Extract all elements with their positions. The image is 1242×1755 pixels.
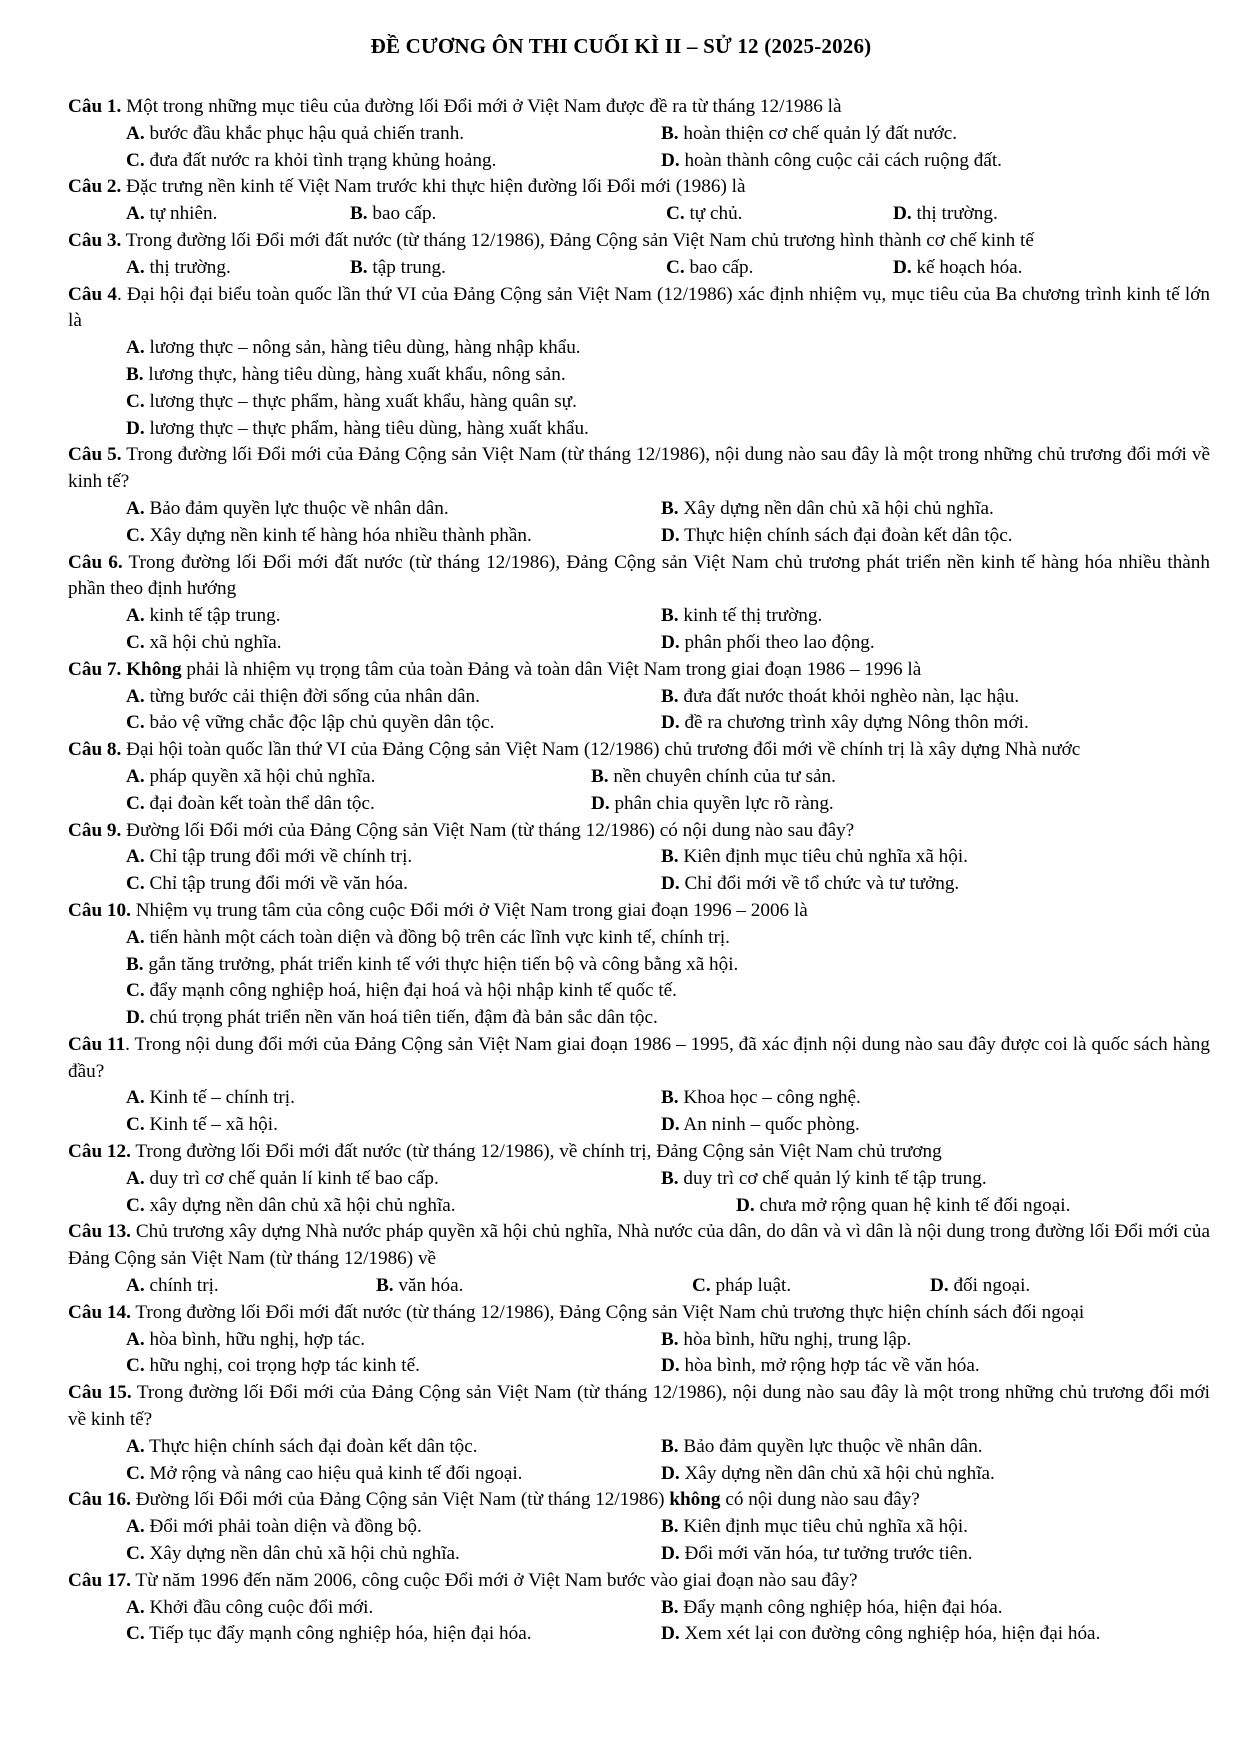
option-letter: C. — [126, 631, 145, 653]
option-d[interactable] — [591, 791, 1210, 818]
question-text: Trong đường lối Đổi mới của Đảng Cộng sản Việt Nam (từ tháng 12/1986), nội dung nào sau đây là một trong những chủ trương đổi mới về kinh tế? — [68, 1382, 1210, 1431]
option-c[interactable] — [126, 1541, 661, 1568]
option-c[interactable] — [126, 791, 591, 818]
option-text: Xem xét lại con đường công nghiệp hóa, hiện đại hóa. — [684, 1623, 1101, 1645]
options — [68, 603, 1210, 657]
option-letter: A. — [126, 203, 145, 225]
options — [68, 121, 1210, 175]
option-d[interactable] — [661, 1541, 1210, 1568]
question-number: Câu 3. — [68, 229, 122, 251]
option-d[interactable] — [893, 255, 1210, 282]
option-letter: A. — [126, 1516, 145, 1538]
question-number: Câu 10. — [68, 899, 131, 921]
option-c[interactable] — [126, 1112, 661, 1139]
option-letter: A. — [126, 337, 145, 359]
question-stem — [68, 550, 1210, 604]
question-number: Câu 5. — [68, 444, 122, 466]
option-letter: C. — [126, 1355, 145, 1377]
option-letter: A. — [126, 765, 145, 787]
option-b[interactable] — [376, 1273, 692, 1300]
question-number: Câu 17. — [68, 1569, 131, 1591]
question-text: Trong đường lối Đổi mới của Đảng Cộng sản Việt Nam (từ tháng 12/1986), nội dung nào sau đây là một trong những chủ trương đổi mới về kinh tế? — [68, 444, 1210, 493]
option-text: Xây dựng nền dân chủ xã hội chủ nghĩa. — [683, 497, 994, 519]
option-text: pháp quyền xã hội chủ nghĩa. — [149, 765, 376, 787]
option-c[interactable] — [126, 978, 1210, 1005]
question-number: Câu 14. — [68, 1301, 131, 1323]
option-text: xã hội chủ nghĩa. — [149, 631, 282, 653]
option-text: đối ngoại. — [953, 1275, 1031, 1297]
options — [68, 1514, 1210, 1568]
option-d[interactable] — [661, 1193, 1210, 1220]
option-letter: A. — [126, 1328, 145, 1350]
option-text: Kiên định mục tiêu chủ nghĩa xã hội. — [683, 1516, 968, 1538]
option-d[interactable] — [930, 1273, 1210, 1300]
option-letter: B. — [661, 605, 679, 627]
option-a[interactable] — [126, 764, 591, 791]
option-text: hòa bình, mở rộng hợp tác về văn hóa. — [684, 1355, 980, 1377]
option-text: hòa bình, hữu nghị, hợp tác. — [149, 1328, 366, 1350]
option-b[interactable] — [661, 684, 1210, 711]
option-letter: D. — [661, 1462, 680, 1484]
option-text: duy trì cơ chế quản lí kinh tế bao cấp. — [149, 1167, 439, 1189]
option-text: thị trường. — [916, 203, 998, 225]
option-b[interactable] — [661, 1434, 1210, 1461]
question-text: Trong đường lối Đổi mới đất nước (từ tháng 12/1986), về chính trị, Đảng Cộng sản Việt Nam chủ trương — [135, 1141, 942, 1163]
question-text: . Đại hội đại biểu toàn quốc lần thứ VI của Đảng Cộng sản Việt Nam (12/1986) xác định nhiệm vụ, mục tiêu của Ba chương trình kinh tế lớn là — [68, 283, 1210, 332]
question-text: Chủ trương xây dựng Nhà nước pháp quyền xã hội chủ nghĩa, Nhà nước của dân, do dân và vì dân là nội dung trong đường lối Đổi mới của Đảng Cộng sản Việt Nam (từ tháng 12/1986) về — [68, 1221, 1210, 1270]
option-text: hoàn thiện cơ chế quản lý đất nước. — [683, 122, 958, 144]
option-letter: C. — [126, 1543, 145, 1565]
option-b[interactable] — [350, 201, 666, 228]
option-letter: A. — [126, 122, 145, 144]
option-d[interactable] — [126, 1005, 1210, 1032]
option-a[interactable] — [126, 1514, 661, 1541]
question-number: Câu 9. — [68, 819, 122, 841]
option-a[interactable] — [126, 335, 1210, 362]
option-text: Đẩy mạnh công nghiệp hóa, hiện đại hóa. — [683, 1596, 1003, 1618]
question-number: Câu 16. — [68, 1489, 131, 1511]
option-letter: A. — [126, 926, 145, 948]
question-7 — [68, 657, 1210, 737]
option-text: đại đoàn kết toàn thể dân tộc. — [149, 792, 375, 814]
option-letter: D. — [930, 1275, 949, 1297]
option-a[interactable] — [126, 1434, 661, 1461]
question-3 — [68, 228, 1210, 282]
option-text: Xây dựng nền dân chủ xã hội chủ nghĩa. — [684, 1462, 995, 1484]
question-stem — [68, 94, 1210, 121]
option-b[interactable] — [126, 952, 1210, 979]
option-letter: A. — [126, 256, 145, 278]
option-text: đưa đất nước ra khỏi tình trạng khủng hoảng. — [149, 149, 497, 171]
option-letter: D. — [661, 712, 680, 734]
option-letter: B. — [376, 1275, 394, 1297]
option-text: Chỉ tập trung đổi mới về văn hóa. — [149, 873, 408, 895]
option-text: tập trung. — [372, 256, 446, 278]
question-stem — [68, 174, 1210, 201]
option-text: văn hóa. — [398, 1275, 464, 1297]
option-c[interactable] — [126, 710, 661, 737]
option-letter: C. — [126, 390, 145, 412]
question-stem — [68, 1380, 1210, 1434]
option-letter: C. — [666, 256, 685, 278]
question-14 — [68, 1300, 1210, 1380]
option-b[interactable] — [661, 844, 1210, 871]
option-c[interactable] — [126, 389, 1210, 416]
option-text: Tiếp tục đẩy mạnh công nghiệp hóa, hiện đại hóa. — [149, 1623, 532, 1645]
option-letter: A. — [126, 1275, 145, 1297]
option-letter: C. — [126, 792, 145, 814]
option-text: tự nhiên. — [149, 203, 218, 225]
option-d[interactable] — [661, 871, 1210, 898]
option-letter: A. — [126, 1596, 145, 1618]
question-stem — [68, 1219, 1210, 1273]
option-letter: A. — [126, 685, 145, 707]
options — [68, 496, 1210, 550]
question-number: Câu 13. — [68, 1221, 131, 1243]
option-letter: B. — [350, 203, 368, 225]
option-c[interactable] — [126, 1461, 661, 1488]
option-text: pháp luật. — [715, 1275, 792, 1297]
question-list — [68, 94, 1210, 1648]
option-letter: B. — [661, 1087, 679, 1109]
option-b[interactable] — [350, 255, 666, 282]
options — [68, 1273, 1210, 1300]
option-letter: B. — [661, 1596, 679, 1618]
question-number: Câu 7. — [68, 658, 122, 680]
option-letter: D. — [661, 631, 680, 653]
option-letter: B. — [661, 1167, 679, 1189]
question-number: Câu 12. — [68, 1141, 131, 1163]
option-a[interactable] — [126, 255, 350, 282]
option-c[interactable] — [692, 1273, 930, 1300]
option-letter: D. — [661, 149, 680, 171]
option-b[interactable] — [661, 1327, 1210, 1354]
option-letter: B. — [661, 1435, 679, 1457]
option-letter: C. — [666, 203, 685, 225]
option-c[interactable] — [666, 255, 893, 282]
option-letter: D. — [661, 1543, 680, 1565]
question-stem — [68, 228, 1210, 255]
option-text: bao cấp. — [372, 203, 437, 225]
option-c[interactable] — [666, 201, 893, 228]
question-emphasis: Không — [126, 658, 182, 680]
option-a[interactable] — [126, 201, 350, 228]
question-6 — [68, 550, 1210, 657]
option-letter: B. — [661, 846, 679, 868]
option-letter: B. — [661, 497, 679, 519]
question-emphasis: không — [669, 1489, 721, 1511]
option-d[interactable] — [893, 201, 1210, 228]
option-text: chưa mở rộng quan hệ kinh tế đối ngoại. — [759, 1194, 1071, 1216]
option-text: Mở rộng và nâng cao hiệu quả kinh tế đối ngoại. — [149, 1462, 523, 1484]
question-stem — [68, 442, 1210, 496]
question-stem — [68, 282, 1210, 336]
question-12 — [68, 1139, 1210, 1219]
options — [68, 1434, 1210, 1488]
option-letter: C. — [126, 524, 145, 546]
question-number: Câu 2. — [68, 176, 122, 198]
question-text: . Trong nội dung đổi mới của Đảng Cộng sản Việt Nam giai đoạn 1986 – 1995, đã xác định nội dung nào sau đây được coi là quốc sách hàng đầu? — [68, 1033, 1210, 1082]
option-d[interactable] — [661, 523, 1210, 550]
option-c[interactable] — [126, 1353, 661, 1380]
question-1 — [68, 94, 1210, 174]
question-number: Câu 1. — [68, 96, 122, 117]
options — [68, 1595, 1210, 1649]
question-stem — [68, 898, 1210, 925]
option-letter: D. — [591, 792, 610, 814]
option-a[interactable] — [126, 844, 661, 871]
option-text: An ninh – quốc phòng. — [683, 1114, 860, 1136]
option-text: Xây dựng nền dân chủ xã hội chủ nghĩa. — [149, 1543, 460, 1565]
option-text: Kiên định mục tiêu chủ nghĩa xã hội. — [683, 846, 968, 868]
option-d[interactable] — [126, 416, 1210, 443]
options — [68, 201, 1210, 228]
option-a[interactable] — [126, 1327, 661, 1354]
question-16 — [68, 1487, 1210, 1567]
question-13 — [68, 1219, 1210, 1299]
option-text: nền chuyên chính của tư sản. — [613, 765, 836, 787]
option-text: Khởi đầu công cuộc đổi mới. — [149, 1596, 374, 1618]
option-letter: D. — [126, 417, 145, 439]
question-stem — [68, 1568, 1210, 1595]
option-b[interactable] — [591, 764, 1210, 791]
question-text: Đại hội toàn quốc lần thứ VI của Đảng Cộng sản Việt Nam (12/1986) chủ trương đổi mới về chính trị là xây dựng Nhà nước — [126, 739, 1081, 761]
option-letter: D. — [126, 1007, 145, 1029]
option-letter: D. — [661, 873, 680, 895]
question-text: Đặc trưng nền kinh tế Việt Nam trước khi thực hiện đường lối Đổi mới (1986) là — [126, 176, 746, 198]
question-text: Đường lối Đổi mới của Đảng Cộng sản Việt Nam (từ tháng 12/1986) có nội dung nào sau đây? — [126, 819, 855, 841]
option-text: Đổi mới phải toàn diện và đồng bộ. — [149, 1516, 422, 1538]
question-9 — [68, 818, 1210, 898]
option-d[interactable] — [661, 630, 1210, 657]
option-text: lương thực – thực phẩm, hàng tiêu dùng, hàng xuất khẩu. — [149, 417, 589, 439]
option-letter: C. — [126, 980, 145, 1002]
option-text: lương thực – thực phẩm, hàng xuất khẩu, hàng quân sự. — [149, 390, 577, 412]
option-letter: C. — [126, 149, 145, 171]
option-text: đẩy mạnh công nghiệp hoá, hiện đại hoá và hội nhập kinh tế quốc tế. — [149, 980, 677, 1002]
option-b[interactable] — [126, 362, 1210, 389]
option-text: Thực hiện chính sách đại đoàn kết dân tộc. — [684, 524, 1013, 546]
question-number: Câu 11 — [68, 1033, 126, 1055]
option-text: Khoa học – công nghệ. — [683, 1087, 861, 1109]
option-b[interactable] — [661, 1514, 1210, 1541]
option-a[interactable] — [126, 496, 661, 523]
options — [68, 335, 1210, 442]
option-text: Bảo đảm quyền lực thuộc về nhân dân. — [149, 497, 449, 519]
question-text: Trong đường lối Đổi mới đất nước (từ tháng 12/1986), Đảng Cộng sản Việt Nam chủ trương phát triển nền kinh tế hàng hóa nhiều thành phần theo định hướng — [68, 551, 1210, 600]
option-text: lương thực – nông sản, hàng tiêu dùng, hàng nhập khẩu. — [149, 337, 581, 359]
option-letter: A. — [126, 846, 145, 868]
question-8 — [68, 737, 1210, 817]
question-text: Đường lối Đổi mới của Đảng Cộng sản Việt Nam (từ tháng 12/1986) — [135, 1489, 665, 1511]
option-b[interactable] — [661, 121, 1210, 148]
page-title: ĐỀ CƯƠNG ÔN THI CUỐI KÌ II – SỬ 12 (2025-2026) — [370, 34, 872, 58]
option-c[interactable] — [126, 871, 661, 898]
option-a[interactable] — [126, 1273, 376, 1300]
option-text: kinh tế tập trung. — [149, 605, 281, 627]
option-letter: C. — [126, 1623, 145, 1645]
option-text: hoàn thành công cuộc cải cách ruộng đất. — [684, 149, 1002, 171]
option-text: thị trường. — [149, 256, 231, 278]
option-text: duy trì cơ chế quản lý kinh tế tập trung. — [683, 1167, 987, 1189]
option-a[interactable] — [126, 603, 661, 630]
option-b[interactable] — [661, 496, 1210, 523]
options — [68, 684, 1210, 738]
option-b[interactable] — [661, 1085, 1210, 1112]
option-d[interactable] — [661, 1621, 1210, 1648]
option-letter: D. — [661, 1623, 680, 1645]
option-c[interactable] — [126, 523, 661, 550]
options — [68, 1085, 1210, 1139]
option-letter: C. — [126, 712, 145, 734]
question-text-after: có nội dung nào sau đây? — [725, 1489, 920, 1511]
question-number: Câu 15. — [68, 1382, 132, 1404]
options — [68, 1166, 1210, 1220]
options — [68, 844, 1210, 898]
option-text: Chỉ tập trung đổi mới về chính trị. — [149, 846, 413, 868]
question-11 — [68, 1032, 1210, 1139]
option-a[interactable] — [126, 1166, 661, 1193]
option-letter: A. — [126, 1435, 145, 1457]
option-letter: A. — [126, 497, 145, 519]
options — [68, 925, 1210, 1032]
question-text: Trong đường lối Đổi mới đất nước (từ tháng 12/1986), Đảng Cộng sản Việt Nam chủ trương thực hiện chính sách đối ngoại — [135, 1301, 1085, 1323]
option-a[interactable] — [126, 121, 661, 148]
option-text: bao cấp. — [689, 256, 754, 278]
option-letter: B. — [126, 953, 144, 975]
option-text: Đổi mới văn hóa, tư tưởng trước tiên. — [684, 1543, 973, 1565]
option-d[interactable] — [661, 1353, 1210, 1380]
question-2 — [68, 174, 1210, 228]
question-number: Câu 6. — [68, 551, 123, 573]
option-letter: D. — [661, 524, 680, 546]
question-number: Câu 8. — [68, 739, 122, 761]
option-letter: D. — [661, 1355, 680, 1377]
question-number: Câu 4 — [68, 283, 117, 305]
option-c[interactable] — [126, 1193, 661, 1220]
option-letter: C. — [126, 1462, 145, 1484]
option-text: Xây dựng nền kinh tế hàng hóa nhiều thành phần. — [149, 524, 532, 546]
option-b[interactable] — [661, 1166, 1210, 1193]
option-letter: B. — [661, 685, 679, 707]
option-text: kinh tế thị trường. — [683, 605, 823, 627]
option-b[interactable] — [661, 1595, 1210, 1622]
option-letter: A. — [126, 1087, 145, 1109]
option-text: Bảo đảm quyền lực thuộc về nhân dân. — [683, 1435, 983, 1457]
option-text: Chỉ đổi mới về tổ chức và tư tưởng. — [684, 873, 960, 895]
option-text: từng bước cải thiện đời sống của nhân dân. — [149, 685, 480, 707]
option-letter: C. — [126, 873, 145, 895]
question-text: Một trong những mục tiêu của đường lối Đổi mới ở Việt Nam được đề ra từ tháng 12/1986 là — [126, 96, 842, 117]
option-letter: D. — [893, 203, 912, 225]
question-stem — [68, 1487, 1210, 1514]
option-text: đề ra chương trình xây dựng Nông thôn mới. — [684, 712, 1029, 734]
option-text: chú trọng phát triển nền văn hoá tiên tiến, đậm đà bản sắc dân tộc. — [149, 1007, 658, 1029]
options — [68, 1327, 1210, 1381]
option-letter: B. — [661, 1516, 679, 1538]
option-text: Kinh tế – chính trị. — [149, 1087, 295, 1109]
option-a[interactable] — [126, 1085, 661, 1112]
option-text: bảo vệ vững chắc độc lập chủ quyền dân tộc. — [149, 712, 495, 734]
option-text: gắn tăng trưởng, phát triển kinh tế với thực hiện tiến bộ và công bằng xã hội. — [148, 953, 739, 975]
option-text: phân chia quyền lực rõ ràng. — [614, 792, 834, 814]
question-5 — [68, 442, 1210, 549]
option-letter: B. — [661, 1328, 679, 1350]
option-letter: A. — [126, 1167, 145, 1189]
option-a[interactable] — [126, 925, 1210, 952]
option-text: Thực hiện chính sách đại đoàn kết dân tộc. — [149, 1435, 478, 1457]
question-stem — [68, 657, 1210, 684]
option-d[interactable] — [661, 1112, 1210, 1139]
question-10 — [68, 898, 1210, 1032]
option-d[interactable] — [661, 148, 1210, 175]
option-a[interactable] — [126, 684, 661, 711]
option-d[interactable] — [661, 1461, 1210, 1488]
question-17 — [68, 1568, 1210, 1648]
option-text: chính trị. — [149, 1275, 219, 1297]
option-letter: A. — [126, 605, 145, 627]
option-letter: C. — [126, 1114, 145, 1136]
option-text: tiến hành một cách toàn diện và đồng bộ trên các lĩnh vực kinh tế, chính trị. — [149, 926, 730, 948]
options — [68, 764, 1210, 818]
option-c[interactable] — [126, 1621, 661, 1648]
option-b[interactable] — [661, 603, 1210, 630]
question-text: Nhiệm vụ trung tâm của công cuộc Đổi mới ở Việt Nam trong giai đoạn 1996 – 2006 là — [135, 899, 808, 921]
option-letter: D. — [661, 1114, 680, 1136]
options — [68, 255, 1210, 282]
question-stem — [68, 818, 1210, 845]
option-d[interactable] — [661, 710, 1210, 737]
option-c[interactable] — [126, 630, 661, 657]
option-letter: B. — [350, 256, 368, 278]
option-text: đưa đất nước thoát khỏi nghèo nàn, lạc hậu. — [683, 685, 1020, 707]
option-a[interactable] — [126, 1595, 661, 1622]
question-stem — [68, 1139, 1210, 1166]
question-text: Từ năm 1996 đến năm 2006, công cuộc Đổi mới ở Việt Nam bước vào giai đoạn nào sau đây? — [135, 1569, 858, 1591]
option-text: xây dựng nền dân chủ xã hội chủ nghĩa. — [149, 1194, 456, 1216]
question-4 — [68, 282, 1210, 443]
option-text: tự chủ. — [689, 203, 743, 225]
question-stem — [68, 1300, 1210, 1327]
option-letter: D. — [893, 256, 912, 278]
option-text: hòa bình, hữu nghị, trung lập. — [683, 1328, 912, 1350]
option-text: hữu nghị, coi trọng hợp tác kinh tế. — [149, 1355, 420, 1377]
option-letter: C. — [692, 1275, 711, 1297]
option-letter: B. — [661, 122, 679, 144]
question-stem — [68, 1032, 1210, 1086]
option-text: lương thực, hàng tiêu dùng, hàng xuất khẩu, nông sản. — [148, 363, 566, 385]
option-c[interactable] — [126, 148, 661, 175]
question-text: phải là nhiệm vụ trọng tâm của toàn Đảng và toàn dân Việt Nam trong giai đoạn 1986 – 1996 là — [186, 658, 922, 680]
option-letter: D. — [736, 1194, 755, 1216]
option-text: Kinh tế – xã hội. — [149, 1114, 278, 1136]
option-text: bước đầu khắc phục hậu quả chiến tranh. — [149, 122, 465, 144]
question-text: Trong đường lối Đổi mới đất nước (từ tháng 12/1986), Đảng Cộng sản Việt Nam chủ trương hình thành cơ chế kinh tế — [125, 229, 1034, 251]
option-text: kế hoạch hóa. — [916, 256, 1023, 278]
option-letter: B. — [126, 363, 144, 385]
option-letter: B. — [591, 765, 609, 787]
question-15 — [68, 1380, 1210, 1487]
option-text: phân phối theo lao động. — [684, 631, 875, 653]
question-stem — [68, 737, 1210, 764]
option-letter: C. — [126, 1194, 145, 1216]
